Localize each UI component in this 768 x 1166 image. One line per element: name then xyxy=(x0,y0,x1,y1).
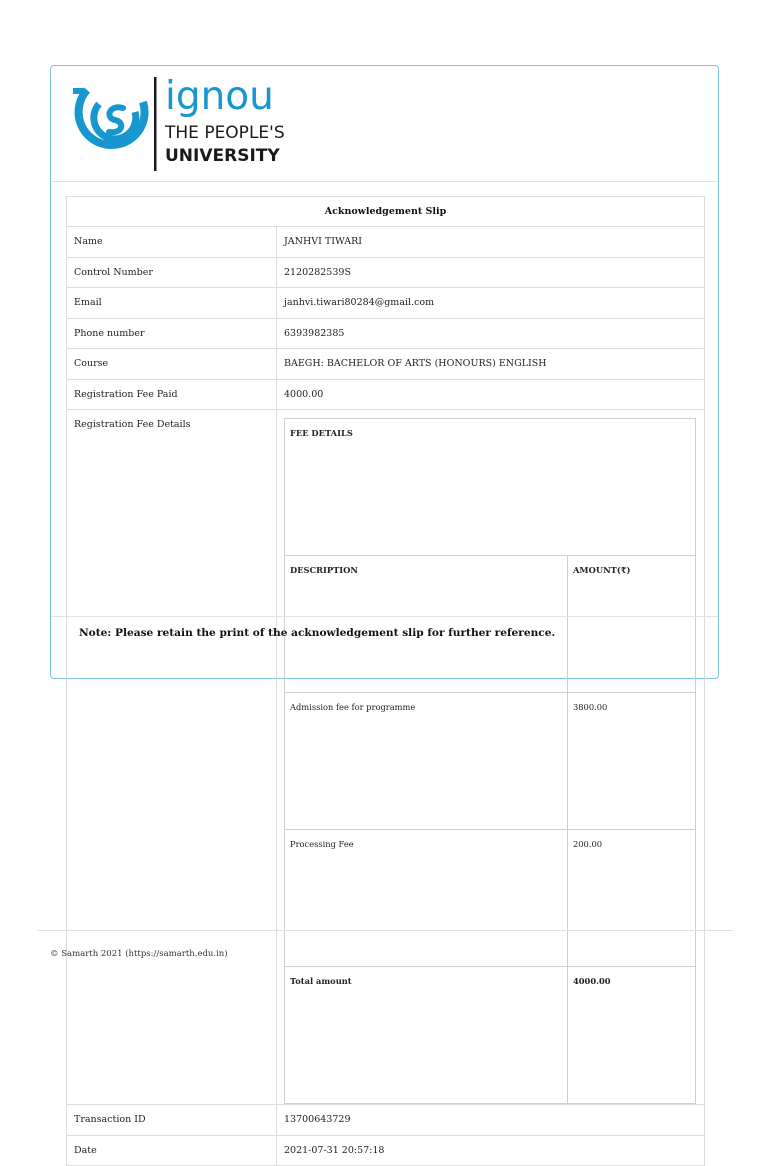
fee-total-label: Total amount xyxy=(285,967,568,1104)
fee-col-description: DESCRIPTION xyxy=(285,556,568,693)
row-value: JANHVI TIWARI xyxy=(277,227,705,258)
ignou-emblem-icon xyxy=(73,88,145,145)
row-value: 13700643729 xyxy=(277,1105,705,1136)
fee-amount: 200.00 xyxy=(568,830,696,967)
row-value: 4000.00 xyxy=(277,379,705,410)
fee-amount: 3800.00 xyxy=(568,693,696,830)
row-label: Name xyxy=(67,227,277,258)
table-row xyxy=(67,410,705,1105)
fee-row xyxy=(285,693,696,830)
row-label: Registration Fee Details xyxy=(67,410,277,1105)
table-row xyxy=(67,288,705,319)
acknowledgement-table xyxy=(66,196,705,1166)
fee-description: Processing Fee xyxy=(285,830,568,967)
fee-total-amount: 4000.00 xyxy=(568,967,696,1104)
table-row xyxy=(67,1135,705,1166)
logo-tagline-line2: UNIVERSITY xyxy=(165,146,280,166)
table-row xyxy=(67,1105,705,1136)
table-row xyxy=(67,257,705,288)
retain-note: Note: Please retain the print of the acknowledgement slip for further reference. xyxy=(51,616,718,639)
row-label: Registration Fee Paid xyxy=(67,379,277,410)
row-label: Email xyxy=(67,288,277,319)
table-row xyxy=(67,379,705,410)
card-header xyxy=(51,66,718,182)
row-label: Course xyxy=(67,349,277,380)
fee-details-cell xyxy=(277,410,705,1105)
row-value: janhvi.tiwari80284@gmail.com xyxy=(277,288,705,319)
fee-heading: FEE DETAILS xyxy=(285,419,696,556)
table-row xyxy=(67,318,705,349)
fee-description: Admission fee for programme xyxy=(285,693,568,830)
row-label: Control Number xyxy=(67,257,277,288)
slip-title: Acknowledgement Slip xyxy=(67,197,705,227)
table-row xyxy=(67,227,705,258)
logo-brand: ignou xyxy=(165,74,274,119)
fee-total-row xyxy=(285,967,696,1104)
logo-tagline-line1: THE PEOPLE'S xyxy=(165,123,285,143)
fee-col-amount: AMOUNT(₹) xyxy=(568,556,696,693)
logo-divider xyxy=(154,77,157,171)
footer-copyright: © Samarth 2021 (https://samarth.edu.in) xyxy=(50,949,228,959)
table-row xyxy=(67,349,705,380)
row-value: 2120282539S xyxy=(277,257,705,288)
row-value: BAEGH: BACHELOR OF ARTS (HONOURS) ENGLISH xyxy=(277,349,705,380)
row-label: Phone number xyxy=(67,318,277,349)
row-value: 6393982385 xyxy=(277,318,705,349)
footer-divider xyxy=(37,930,733,931)
fee-row xyxy=(285,830,696,967)
fee-details-table xyxy=(284,418,696,1104)
row-label: Transaction ID xyxy=(67,1105,277,1136)
ignou-logo xyxy=(65,74,305,174)
row-label: Date xyxy=(67,1135,277,1166)
row-value: 2021-07-31 20:57:18 xyxy=(277,1135,705,1166)
